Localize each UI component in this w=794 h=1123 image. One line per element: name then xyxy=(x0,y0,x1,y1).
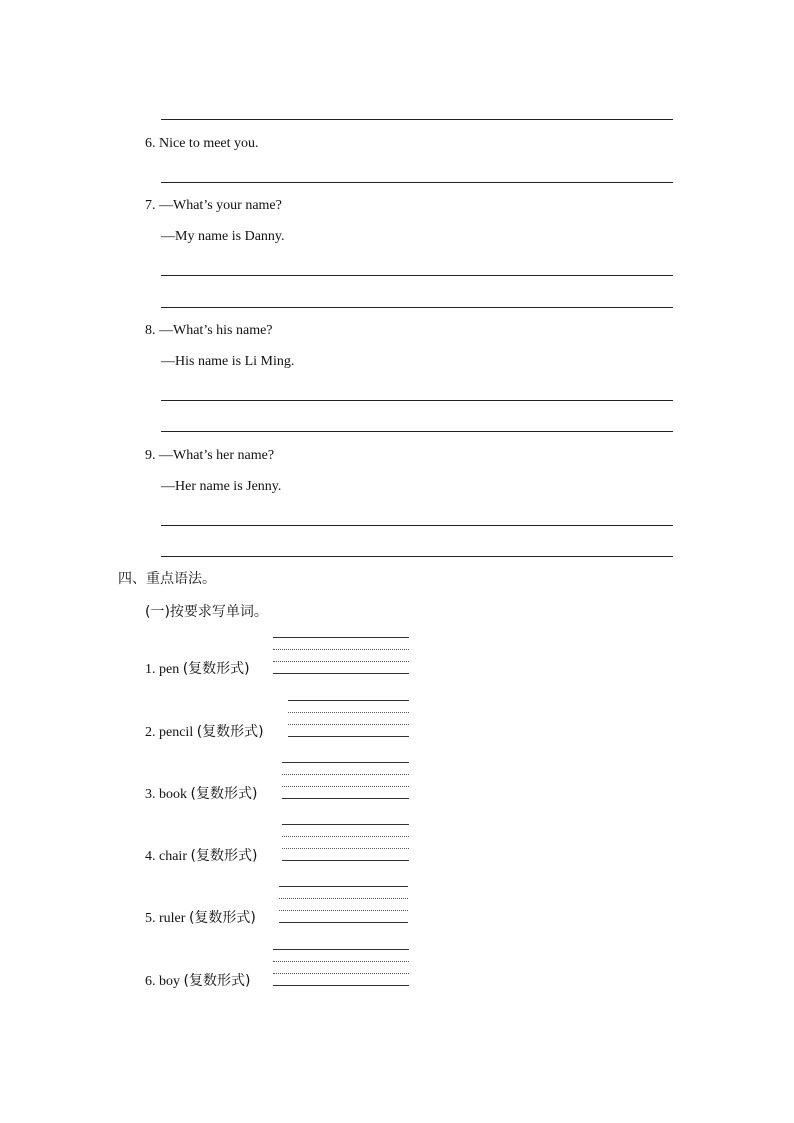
four-line-writing-area[interactable] xyxy=(273,637,409,673)
question-9-answer-text: —Her name is Jenny. xyxy=(161,479,282,494)
item-number: 6. xyxy=(145,974,156,989)
item-number: 2. xyxy=(145,725,156,740)
item-word: chair xyxy=(159,849,187,864)
question-8-answer-text: —His name is Li Ming. xyxy=(161,354,295,369)
answer-line[interactable] xyxy=(161,182,673,183)
section-heading: 四、重点语法。 xyxy=(118,571,216,587)
item-word: pencil xyxy=(159,725,194,740)
question-text: —What’s your name? xyxy=(159,198,282,213)
question-8 xyxy=(145,322,273,340)
item-number: 4. xyxy=(145,849,156,864)
item-number: 1. xyxy=(145,662,156,677)
item-word: book xyxy=(159,787,187,802)
answer-line[interactable] xyxy=(161,275,673,276)
section-subheading: (一)按要求写单词。 xyxy=(145,604,268,620)
question-7-answer-text: —My name is Danny. xyxy=(161,229,285,244)
grammar-item-5 xyxy=(145,909,256,928)
four-line-writing-area[interactable] xyxy=(282,824,409,860)
question-number: 7. xyxy=(145,198,156,213)
question-number: 8. xyxy=(145,323,156,338)
question-text: Nice to meet you. xyxy=(159,136,259,151)
four-line-writing-area[interactable] xyxy=(288,700,409,736)
grammar-item-1 xyxy=(145,660,250,679)
item-word: pen xyxy=(159,662,180,677)
grammar-item-4 xyxy=(145,847,257,866)
answer-line[interactable] xyxy=(161,556,673,557)
item-word: ruler xyxy=(159,911,186,926)
item-word: boy xyxy=(159,974,180,989)
item-hint: (复数形式) xyxy=(188,910,256,926)
item-hint: (复数形式) xyxy=(182,661,250,677)
grammar-item-6 xyxy=(145,972,250,991)
answer-line[interactable] xyxy=(161,431,673,432)
item-hint: (复数形式) xyxy=(183,973,251,989)
answer-line[interactable] xyxy=(161,119,673,120)
four-line-writing-area[interactable] xyxy=(273,949,409,985)
question-number: 6. xyxy=(145,136,156,151)
answer-line[interactable] xyxy=(161,525,673,526)
question-9 xyxy=(145,447,274,465)
answer-line[interactable] xyxy=(161,307,673,308)
item-number: 5. xyxy=(145,911,156,926)
four-line-writing-area[interactable] xyxy=(282,762,409,798)
item-hint: (复数形式) xyxy=(190,786,258,802)
grammar-item-2 xyxy=(145,723,264,742)
grammar-item-3 xyxy=(145,785,257,804)
item-number: 3. xyxy=(145,787,156,802)
question-number: 9. xyxy=(145,448,156,463)
item-hint: (复数形式) xyxy=(196,724,264,740)
four-line-writing-area[interactable] xyxy=(279,886,408,922)
question-text: —What’s her name? xyxy=(159,448,275,463)
question-7 xyxy=(145,197,282,215)
question-6 xyxy=(145,135,259,153)
item-hint: (复数形式) xyxy=(190,848,258,864)
question-text: —What’s his name? xyxy=(159,323,273,338)
answer-line[interactable] xyxy=(161,400,673,401)
